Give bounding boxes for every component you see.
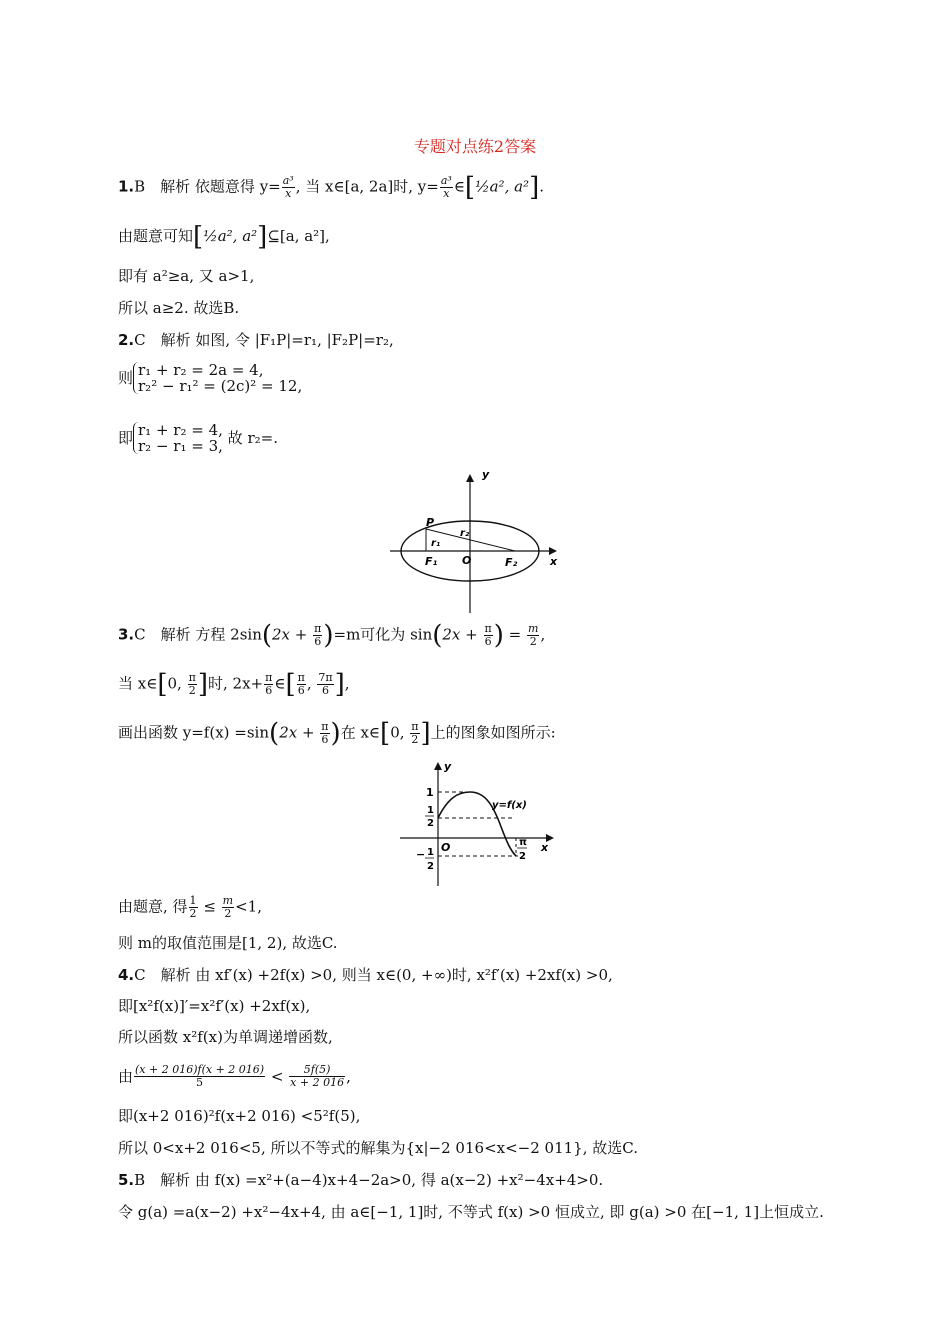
tick-pi-den: 2 xyxy=(519,851,526,862)
answer-3-line-5: 则 m的取值范围是[1, 2), 故选C. xyxy=(118,934,338,952)
answer-1-line-2: 由题意可知[½a², a²]⊆[a, a²], xyxy=(118,222,330,252)
origin-O: O xyxy=(441,841,451,854)
answer-4-line-2: 即[x²f(x)]′=x²f′(x) +2xf(x), xyxy=(118,997,311,1015)
answer-5-line-2: 令 g(a) =a(x−2) +x²−4x+4, 由 a∈[−1, 1]时, 不等式 f(x) >0 恒成立, 即 g(a) >0 在[−1, 1]上恒成立. xyxy=(118,1203,824,1221)
answer-3-line-4: 由题意, 得 $\frac{1}{2}$ ≤ $\frac{m}{2}$ <1, xyxy=(118,894,262,920)
answer-2-line-2: 则 r₁ + r₂ = 2a = 4, r₂² − r₁² = (2c)² = 12, xyxy=(118,361,303,395)
label-r1: r₁ xyxy=(431,538,441,549)
tick-1: 1 xyxy=(426,786,434,799)
equation-system: r₁ + r₂ = 4, r₂ − r₁ = 3, xyxy=(133,422,223,454)
axis-label-x: x xyxy=(550,555,558,568)
answer-3-line-2: 当 x∈[0, $\frac{\pi}{2}$ ]时, 2x+ $\frac{\pi}{6}$ ∈[ $\frac{\pi}{6}$ , $\frac{7\pi}{6}$ ], xyxy=(118,669,350,700)
sine-graph-figure xyxy=(398,758,558,888)
label-r2: r₂ xyxy=(460,528,470,539)
point-P: P xyxy=(426,516,435,529)
answer-4-line-4: 由 $\frac{(x + 2 016)f(x + 2 016)}{5}$ < $\frac{5f(5)}{x + 2 016}$ , xyxy=(118,1063,351,1089)
answer-3-line-3: 画出函数 y=f(x) =sin(2x + $\frac{\pi}{6}$ )在 x∈[0, $\frac{\pi}{2}$ ]上的图象如图所示: xyxy=(118,718,556,749)
ellipse-figure xyxy=(385,470,565,615)
axis-label-y: y xyxy=(482,470,490,481)
answer-5-line-1: 5.B 解析 由 f(x) =x²+(a−4)x+4−2a>0, 得 a(x−2) +x²−4x+4>0. xyxy=(118,1171,604,1189)
origin-O: O xyxy=(462,554,472,567)
point-F1: F₁ xyxy=(425,555,438,568)
fraction: $\frac{\text{a³}}{x}$ xyxy=(440,174,452,200)
answer-3-line-1: 3.C 解析 方程 2sin(2x + $\frac{\pi}{6}$ )=m可化为 sin(2x + $\frac{\pi}{6}$ ) = $\frac{m}{2}$ , xyxy=(118,620,546,651)
equation-system: r₁ + r₂ = 2a = 4, r₂² − r₁² = (2c)² = 12, xyxy=(133,362,302,394)
point-F2: F₂ xyxy=(505,556,518,569)
answer-1-text: B 解析 依题意得 y= xyxy=(134,177,281,196)
answer-1-line-3: 即有 a²≥a, 又 a>1, xyxy=(118,267,255,285)
answer-1-line-1: 1.B 解析 依题意得 y= $\frac{\text{a³}}{x}$ , 当 x∈[a, 2a]时, y= $\frac{\text{a³}}{x}$ ∈[½a², a²]. xyxy=(118,172,545,203)
answer-4-line-5: 即(x+2 016)²f(x+2 016) <5²f(5), xyxy=(118,1107,361,1125)
answer-2-line-1: 2.C 解析 如图, 令 |F₁P|=r₁, |F₂P|=r₂, xyxy=(118,331,394,349)
tick-neg-half-num: 1 xyxy=(427,847,434,858)
tick-pi-num: π xyxy=(519,837,527,848)
answer-4-line-1: 4.C 解析 由 xf′(x) +2f(x) >0, 则当 x∈(0, +∞)时, x²f′(x) +2xf(x) >0, xyxy=(118,966,613,984)
answer-2-line-3: 即 r₁ + r₂ = 4, r₂ − r₁ = 3, 故 r₂=. xyxy=(118,421,278,455)
answer-4-line-3: 所以函数 x²f(x)为单调递增函数, xyxy=(118,1028,333,1046)
fraction: $\frac{\text{a³}}{x}$ xyxy=(282,174,294,200)
tick-half-num: 1 xyxy=(427,805,434,816)
axis-label-x: x xyxy=(541,841,549,854)
tick-neg-half-den: 2 xyxy=(427,861,434,872)
answer-4-line-6: 所以 0<x+2 016<5, 所以不等式的解集为{x|−2 016<x<−2 011}, 故选C. xyxy=(118,1139,638,1157)
tick-half-den: 2 xyxy=(427,818,434,829)
axis-label-y: y xyxy=(444,760,452,773)
answer-1-number: 1. xyxy=(118,177,135,196)
tick-neg-sign: − xyxy=(416,848,426,861)
answer-1-line-4: 所以 a≥2. 故选B. xyxy=(118,299,240,317)
curve-label: y=f(x) xyxy=(492,800,527,811)
page-title: 专题对点练2答案 xyxy=(413,137,537,156)
